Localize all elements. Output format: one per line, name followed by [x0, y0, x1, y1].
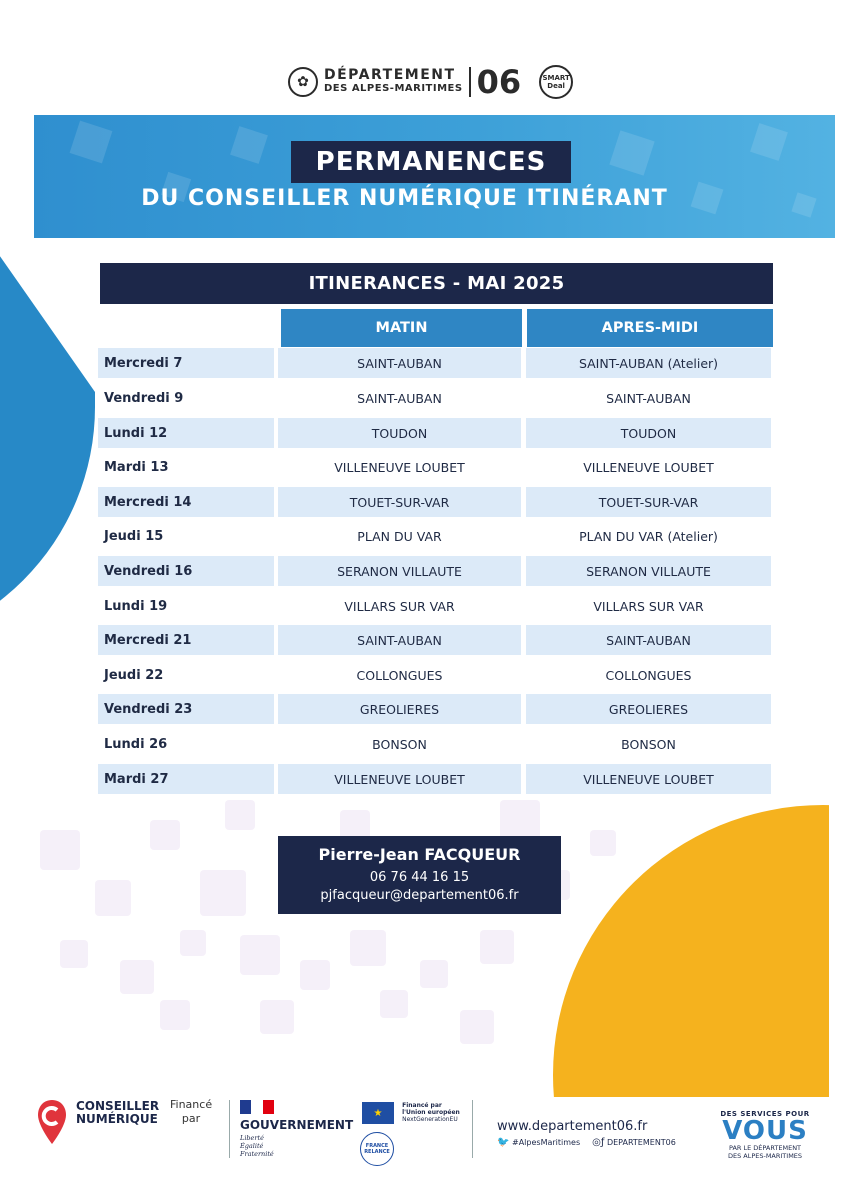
twitter-icon: 🐦	[497, 1137, 510, 1148]
table-row	[98, 452, 774, 482]
department-logo	[288, 62, 588, 102]
department-emblem-icon: ✿	[288, 67, 318, 97]
day-cell: Jeudi 15	[104, 528, 164, 544]
page-title: PERMANENCES	[315, 147, 547, 177]
eu-line3: NextGenerationEU	[402, 1116, 458, 1123]
day-cell: Jeudi 22	[104, 667, 164, 683]
department-name-line2: DES ALPES-MARITIMES	[324, 83, 463, 94]
apres-cell: COLLONGUES	[605, 667, 692, 683]
apres-cell: SERANON VILLAUTE	[526, 556, 771, 586]
twitter-link[interactable]	[497, 1137, 580, 1148]
france-relance-badge: FRANCE RELANCE	[360, 1132, 394, 1166]
matin-cell: VILLENEUVE LOUBET	[334, 459, 465, 475]
gouvernement-motto	[240, 1134, 356, 1158]
apres-cell: VILLARS SUR VAR	[593, 598, 704, 614]
vous-bottom-text	[717, 1144, 813, 1160]
apres-cell: SAINT-AUBAN	[526, 625, 771, 655]
department-name	[324, 69, 463, 95]
table-row	[98, 694, 774, 724]
table-row	[98, 383, 774, 413]
matin-cell: GREOLIERES	[278, 694, 521, 724]
apres-cell: SAINT-AUBAN	[606, 390, 691, 406]
vous-big-text: VOUS	[722, 1116, 808, 1146]
instagram-icon: ◎	[592, 1137, 601, 1148]
table-title: ITINERANCES - MAI 2025	[308, 273, 565, 294]
smart-deal-badge: SMART Deal	[539, 65, 573, 99]
footer-divider	[472, 1100, 473, 1158]
matin-cell: SAINT-AUBAN	[278, 625, 521, 655]
finance-line1: Financé	[170, 1098, 213, 1111]
column-header-matin: MATIN	[281, 309, 522, 347]
matin-cell: SERANON VILLAUTE	[278, 556, 521, 586]
cn-line1: CONSEILLER	[76, 1099, 160, 1113]
day-cell: Lundi 12	[98, 418, 274, 448]
apres-cell: TOUDON	[526, 418, 771, 448]
services-pour-vous-logo	[717, 1110, 813, 1160]
table-row	[98, 764, 774, 794]
motto-egalite: Égalité	[240, 1142, 264, 1150]
finance-line2: par	[181, 1112, 201, 1125]
day-cell: Lundi 19	[104, 598, 168, 614]
vous-bot2: DES ALPES-MARITIMES	[727, 1152, 803, 1160]
eu-funding-logo	[362, 1102, 462, 1125]
department-number: 06	[476, 63, 522, 101]
table-row	[98, 729, 774, 759]
matin-cell: TOUDON	[278, 418, 521, 448]
day-cell: Vendredi 23	[98, 694, 274, 724]
matin-cell: PLAN DU VAR	[357, 528, 442, 544]
apres-cell: TOUET-SUR-VAR	[526, 487, 771, 517]
instagram-facebook-link[interactable]	[592, 1137, 676, 1148]
table-row	[98, 556, 774, 586]
matin-cell: VILLARS SUR VAR	[344, 598, 455, 614]
website-link[interactable]: www.departement06.fr	[497, 1119, 648, 1134]
contact-name: Pierre-Jean FACQUEUR	[318, 845, 521, 864]
motto-liberte: Liberté	[240, 1134, 264, 1142]
apres-cell: VILLENEUVE LOUBET	[583, 459, 714, 475]
day-cell: Vendredi 16	[98, 556, 274, 586]
contact-box	[278, 836, 561, 914]
conseiller-numerique-label	[76, 1100, 159, 1126]
table-row	[98, 660, 774, 690]
footer-divider	[229, 1100, 230, 1158]
motto-fraternite: Fraternité	[240, 1150, 274, 1158]
twitter-handle: #AlpesMaritimes	[512, 1138, 581, 1147]
apres-cell: PLAN DU VAR (Atelier)	[579, 528, 718, 544]
matin-cell: TOUET-SUR-VAR	[278, 487, 521, 517]
table-row	[98, 591, 774, 621]
table-row	[98, 521, 774, 551]
apres-cell: BONSON	[621, 736, 676, 752]
french-flag-icon	[240, 1100, 274, 1114]
vous-bot1: PAR LE DÉPARTEMENT	[728, 1144, 802, 1152]
logo-divider	[469, 67, 471, 97]
matin-cell: VILLENEUVE LOUBET	[278, 764, 521, 794]
apres-cell: VILLENEUVE LOUBET	[526, 764, 771, 794]
department-name-line1: DÉPARTEMENT	[324, 67, 456, 83]
gouvernement-title: GOUVERNEMENT	[240, 1118, 354, 1132]
apres-cell: SAINT-AUBAN (Atelier)	[526, 348, 771, 378]
table-row	[98, 418, 774, 448]
day-cell: Vendredi 9	[104, 390, 184, 406]
banner-title-box	[291, 141, 571, 183]
social-handle: DEPARTEMENT06	[606, 1138, 676, 1147]
day-cell: Mercredi 21	[98, 625, 274, 655]
eu-funding-text	[402, 1102, 460, 1123]
finance-par-label	[170, 1098, 212, 1126]
table-row	[98, 625, 774, 655]
gouvernement-logo	[240, 1100, 356, 1158]
apres-cell: GREOLIERES	[526, 694, 771, 724]
table-row	[98, 348, 774, 378]
left-blue-arc	[0, 252, 95, 652]
eu-line1: Financé par	[402, 1102, 442, 1109]
day-cell: Mercredi 7	[98, 348, 274, 378]
social-links	[497, 1137, 676, 1148]
cn-line2: NUMÉRIQUE	[76, 1112, 158, 1126]
eu-line2: l'Union européen	[402, 1109, 460, 1116]
day-cell: Mardi 13	[104, 459, 169, 475]
matin-cell: SAINT-AUBAN	[278, 348, 521, 378]
matin-cell: BONSON	[372, 736, 427, 752]
table-title-bar	[100, 263, 773, 304]
table-row	[98, 487, 774, 517]
matin-cell: COLLONGUES	[356, 667, 443, 683]
facebook-icon: ƒ	[600, 1137, 605, 1148]
contact-email[interactable]: pjfacqueur@departement06.fr	[320, 888, 519, 903]
day-cell: Lundi 26	[104, 736, 168, 752]
day-cell: Mercredi 14	[98, 487, 274, 517]
conseiller-numerique-logo-icon	[36, 1098, 68, 1146]
day-cell: Mardi 27	[98, 764, 274, 794]
column-header-apres-midi: APRES-MIDI	[527, 309, 773, 347]
contact-phone[interactable]: 06 76 44 16 15	[369, 870, 470, 885]
eu-flag-icon: ★	[362, 1102, 394, 1124]
banner-subtitle-wrap	[34, 186, 835, 211]
page-subtitle: DU CONSEILLER NUMÉRIQUE ITINÉRANT	[141, 186, 668, 211]
vous-top-text: DES SERVICES POUR	[720, 1110, 810, 1118]
matin-cell: SAINT-AUBAN	[357, 390, 442, 406]
